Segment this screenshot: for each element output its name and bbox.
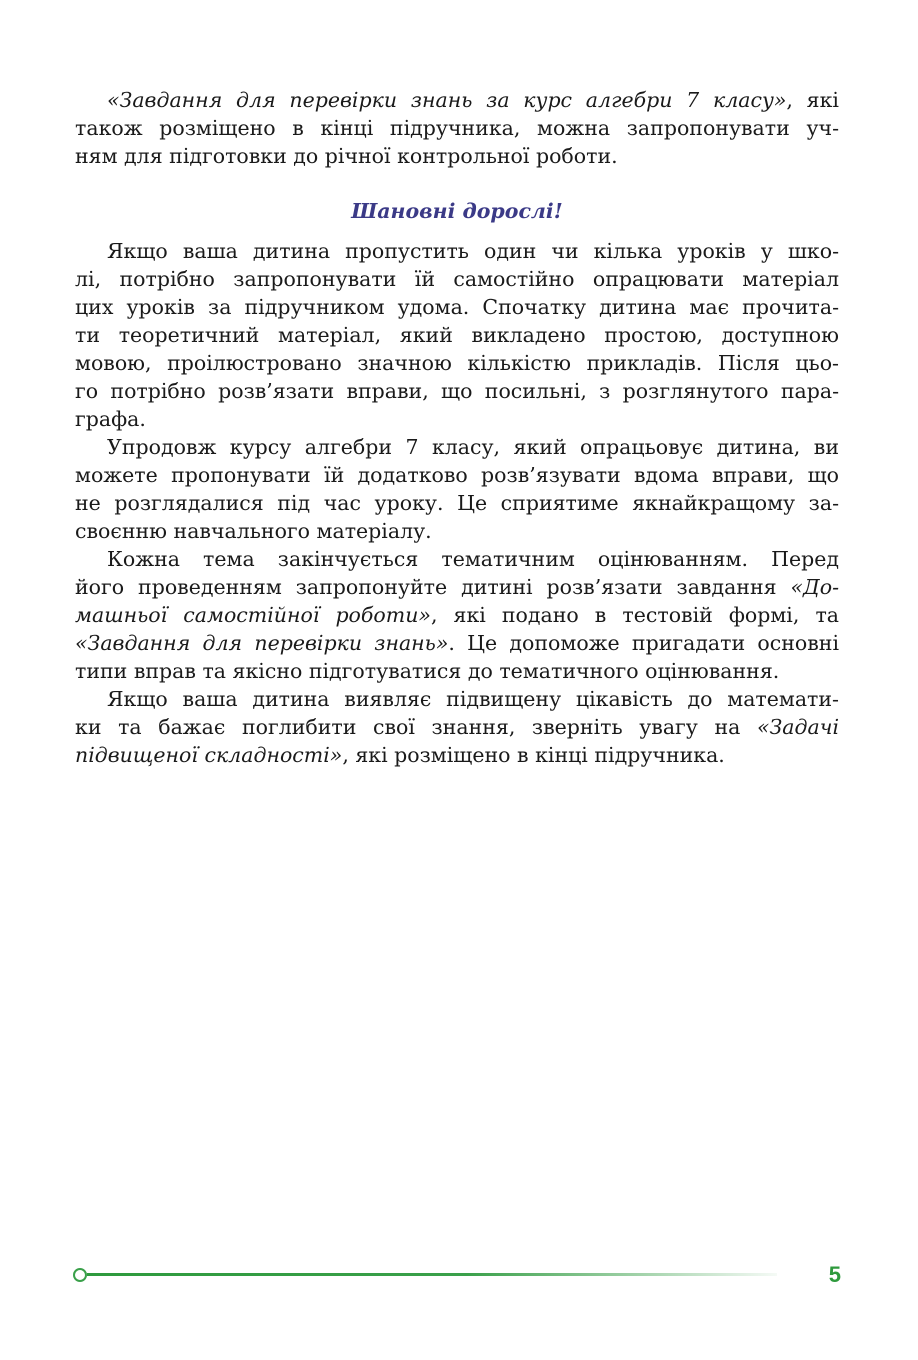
page-footer	[73, 1262, 841, 1287]
book-section-reference: «Задачі	[756, 715, 839, 739]
text-line: цих уроків за підручником удома. Спочатку дитина має прочита-	[75, 295, 839, 319]
section-heading: Шановні дорослі!	[351, 199, 563, 223]
book-section-reference: «До-	[790, 575, 839, 599]
text-line: ти теоретичний матеріал, який викладено простою, доступною	[75, 323, 839, 347]
text-line: ки та бажає поглибити свої знання, зверніть увагу на «Задачі	[75, 715, 839, 739]
book-section-reference: підвищеної складності»	[75, 743, 343, 767]
footer-circle-icon	[73, 1268, 87, 1282]
text-line: можете пропонувати їй додатково розв’язувати вдома вправи, що	[75, 463, 839, 487]
text-line: «Завдання для перевірки знань за курс алгебри 7 класу», які	[107, 88, 839, 112]
paragraph-thematic-assessment	[75, 545, 839, 685]
text-line: графа.	[75, 407, 146, 431]
paragraph-advanced-problems	[75, 685, 839, 769]
text-line: ням для підготовки до річної контрольної роботи.	[75, 144, 618, 168]
text-line: підвищеної складності», які розміщено в кінці підручника.	[75, 743, 725, 767]
page-body	[75, 86, 839, 769]
text-line: Якщо ваша дитина виявляє підвищену цікавість до математи-	[107, 687, 839, 711]
intro-paragraph	[75, 86, 839, 170]
paragraph-missed-lessons	[75, 237, 839, 433]
page-number: 5	[828, 1262, 841, 1287]
text-line: го потрібно розв’язати вправи, що посильні, з розглянутого пара-	[75, 379, 839, 403]
paragraph-home-exercises	[75, 433, 839, 545]
book-section-reference: «Завдання для перевірки знань»	[75, 631, 449, 655]
footer-rule	[87, 1273, 777, 1276]
text-line: «Завдання для перевірки знань». Це допоможе пригадати основні	[75, 631, 839, 655]
text-line: його проведенням запропонуйте дитині розв’язати завдання «До-	[75, 575, 839, 599]
book-section-reference: машньої самостійної роботи»	[75, 603, 431, 627]
text-line: також розміщено в кінці підручника, можна запропонувати уч-	[75, 116, 839, 140]
text-line: лі, потрібно запропонувати їй самостійно опрацювати матеріал	[75, 267, 839, 291]
text-line: не розглядалися під час уроку. Це сприятиме якнайкращому за-	[75, 491, 839, 515]
text-line: Упродовж курсу алгебри 7 класу, який опрацьовує дитина, ви	[107, 435, 839, 459]
text-line: мовою, проілюстровано значною кількістю прикладів. Після цьо-	[75, 351, 839, 375]
book-section-reference: «Завдання для перевірки знань за курс алгебри 7 класу»	[107, 88, 787, 112]
text-line: машньої самостійної роботи», які подано в тестовій формі, та	[75, 603, 840, 627]
text-line: Кожна тема закінчується тематичним оцінюванням. Перед	[107, 547, 839, 571]
text-line: типи вправ та якісно підготуватися до тематичного оцінювання.	[75, 659, 780, 683]
text-line: Якщо ваша дитина пропустить один чи кілька уроків у шко-	[107, 239, 839, 263]
text-line: своєнню навчального матеріалу.	[75, 519, 432, 543]
